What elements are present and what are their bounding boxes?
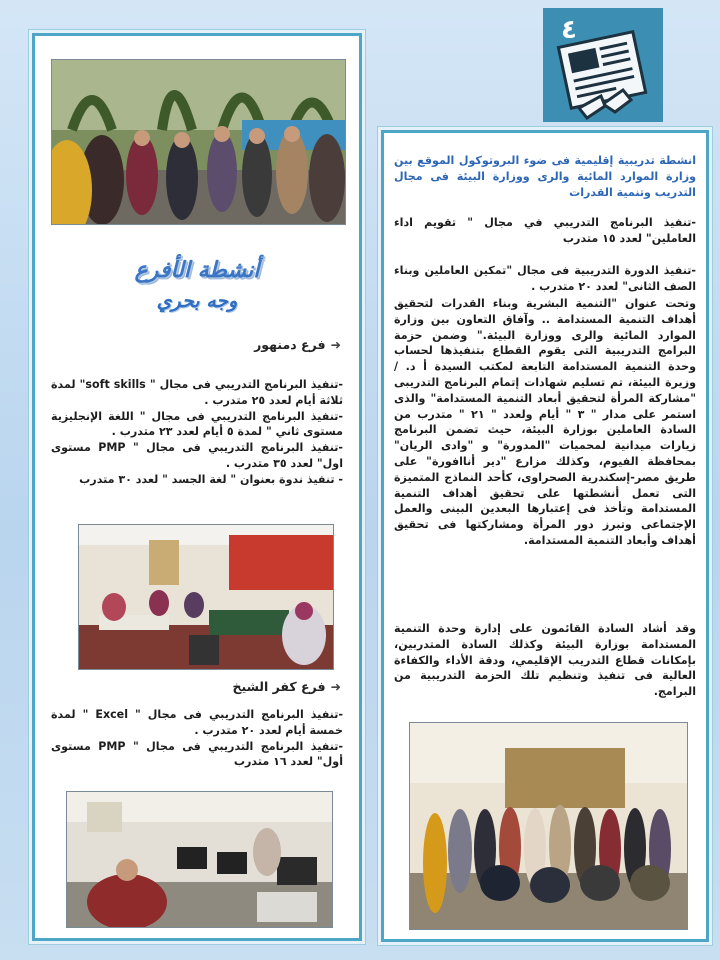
intro-text: انشطة تدريبية إقليمية فى ضوء البروتوكول الموقع بين وزارة الموارد المائية والرى ووزارة البيئة فى مجال التدريب وتنمية القدرات	[394, 154, 696, 199]
classroom-photo	[78, 524, 334, 670]
arrow-left-icon: ➜	[330, 337, 341, 352]
list-item: - تنفيذ ندوة بعنوان " لغة الجسد " لعدد ٣٠ متدرب	[79, 472, 343, 486]
list-item: -تنفيذ البرنامج التدريبي فى مجال " soft skills" لمدة ثلاثة أيام لعدد ٢٥ متدرب .	[51, 378, 343, 407]
arrow-left-icon: ➜	[330, 679, 341, 694]
list-item: -تنفيذ البرنامج التدريبي فى مجال " PMP مستوى أول" لعدد ١٦ متدرب	[51, 739, 343, 769]
left-panel	[32, 33, 362, 941]
branch-damanhour-list	[51, 377, 343, 488]
list-item: -تنفيذ البرنامج التدريبي فى مجال " PMP مستوى اول" لعدد ٣٥ متدرب .	[51, 441, 343, 470]
branch-title-kafr-elsheikh: ➜فرع كفر الشيخ	[232, 679, 341, 694]
certificate-group-photo	[409, 722, 688, 930]
paragraph-3: وتحت عنوان "التنمية البشرية وبناء القدرات لتحقيق أهداف التنمية المستدامة .. وآفاق التعاون بين وزارة الموارد المائية والرى ووزارة البيئة." وضمن حزمة البرامج التدريبية التى يقوم القطاع بتنفيذها لحساب وحدة التنمية المستدامة التابعة لمكتب السيدة أ د. / وزيرة البيئة، تم تسليم شهادات إتمام البرنامج التدريبى "مشاركة المرأة لتحقيق أبعاد التنمية المستدامة" والذى استمر على مدار " ٣ " أيام ولعدد " ٢١ " متدرب من السادة العاملين بوزارة البيئة، حيث تضمن البرنامج زيارات ميدانية لمحميات "المدورة" و "وادى الريان" بمحافظة الفيوم، وكذلك مزارع "دير أناافورة" على طريق مصر-إسكندرية الصحراوى، كأحد النماذج المتميزة التى تعمل أنشطتها على تحقيق أهداف التنمية المستدامة وتأخذ فى إعتبارها البعدين البينى والعمل الإجتماعى وتبرز دور المرأة ومشاركتها فى تحقيق أهداف وأبعاد التنمية المستدامة.	[394, 297, 697, 547]
list-item: -تنفيذ البرنامج التدريبي فى مجال " اللغة الإنجليزية مستوى ثاني " لمدة ٥ أيام لعدد ٢٣ متدرب .	[51, 409, 343, 439]
list-item: -تنفيذ البرنامج التدريبي فى مجال " Excel " لمدة خمسة أيام لعدد ٢٠ متدرب .	[51, 708, 343, 737]
paragraph-2: -تنفيذ الدورة التدريبية فى مجال "تمكين العاملين وبناء الصف الثانى" لعدد ٢٠ متدرب .	[394, 264, 696, 293]
paragraph-1: -تنفيذ البرنامج التدريبي في مجال " تقويم اداء العاملين" لعدد ١٥ متدرب	[394, 216, 696, 245]
section-subheading: وجه بحري	[156, 290, 238, 312]
branch-kafr-elsheikh-list	[51, 707, 343, 770]
group-photo-garden	[51, 59, 346, 225]
branch-title-damanhour: ➜فرع دمنهور	[254, 337, 341, 352]
paragraph-4: وقد أشاد السادة القائمون على إدارة وحدة التنمية المستدامة بوزارة البيئة وكذلك السادة المتدربين، بإمكانات قطاع التدريب الإقليمي، ودقة الأداء والكفاءة العالية فى تنفيذ وتنظيم تلك الحزمة التدريبية من البرامج.	[394, 622, 696, 699]
right-panel	[381, 130, 709, 942]
newspaper-page-icon	[543, 8, 663, 122]
page-number: ٤	[561, 15, 577, 45]
computer-lab-photo	[66, 791, 333, 928]
section-heading: أنشطة الأفرع	[134, 257, 260, 283]
